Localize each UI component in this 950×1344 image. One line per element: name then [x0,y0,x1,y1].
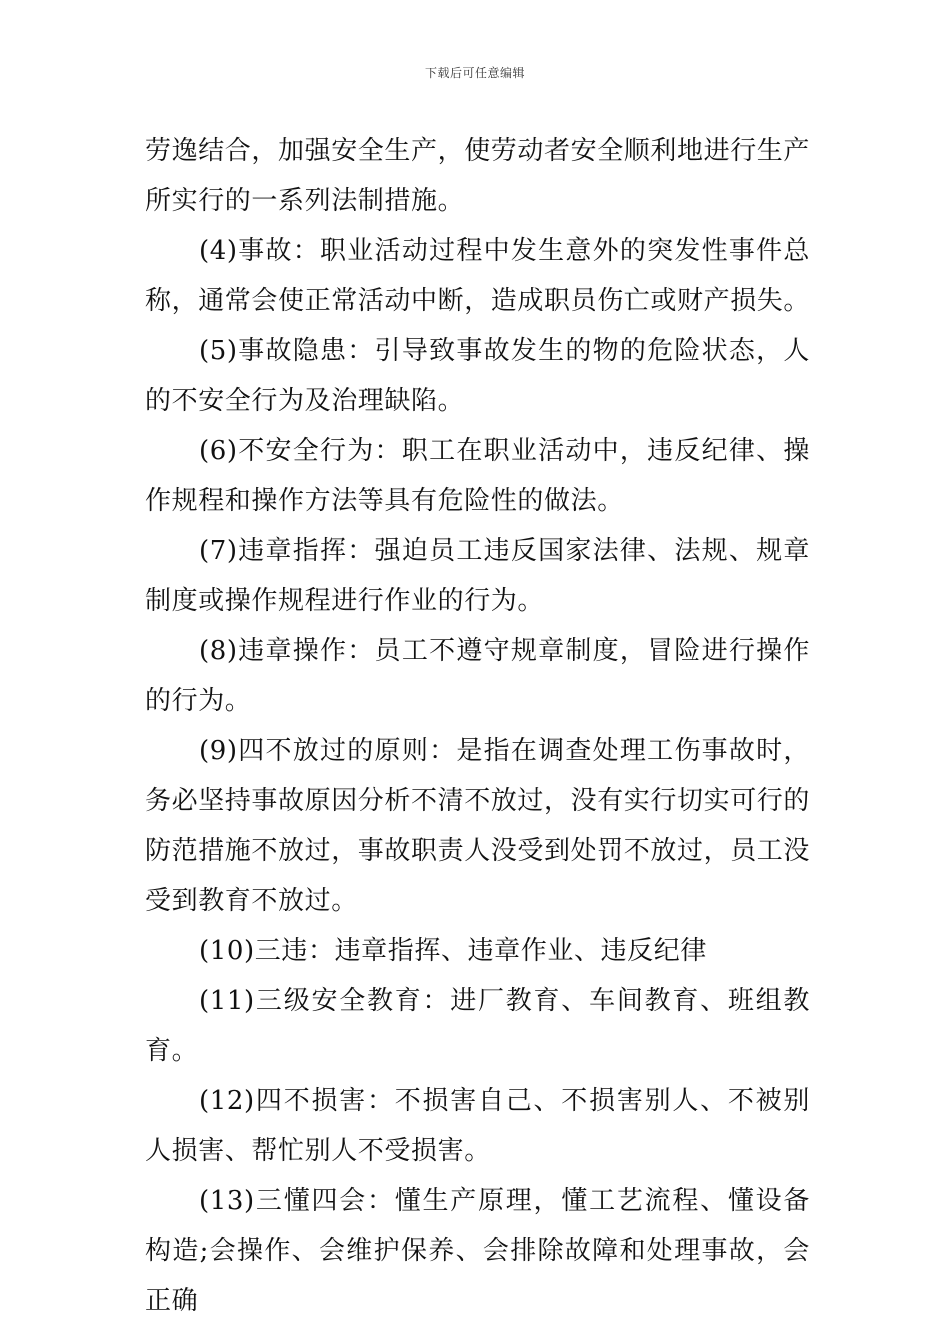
paragraph-5-hazard: (5)事故隐患：引导致事故发生的物的危险状态，人的不安全行为及治理缺陷。 [145,336,810,416]
paragraph-10-three-violations: (10)三违：违章指挥、违章作业、违反纪律 [199,936,707,966]
paragraph-4-accident: (4)事故：职业活动过程中发生意外的突发性事件总称，通常会使正常活动中断，造成职员伤亡或财产损失。 [145,236,811,316]
paragraph-12-four-no-harm: (12)四不损害：不损害自己、不损害别人、不被别人损害、帮忙别人不受损害。 [145,1086,810,1166]
paragraph-8-illegal-operation: (8)违章操作：员工不遵守规章制度，冒险进行操作的行为。 [145,636,810,716]
paragraph-13-three-four: (13)三懂四会：懂生产原理，懂工艺流程、懂设备构造;会操作、会维护保养、会排除故障和处理事故，会正确 [145,1186,810,1316]
paragraph-6-unsafe-behavior: (6)不安全行为：职工在职业活动中，违反纪律、操作规程和操作方法等具有危险性的做法。 [145,436,810,516]
paragraph-11-safety-education: (11)三级安全教育：进厂教育、车间教育、班组教育。 [145,986,810,1066]
document-body [145,126,810,1326]
paragraph-9-four-principles: (9)四不放过的原则：是指在调查处理工伤事故时，务必坚持事故原因分析不清不放过，没有实行切实可行的防范措施不放过，事故职责人没受到处罚不放过，员工没受到教育不放过。 [145,736,811,916]
page-header: 下载后可任意编辑 [424,66,525,80]
paragraph-continuation: 劳逸结合，加强安全生产，使劳动者安全顺利地进行生产所实行的一系列法制措施。 [145,136,811,216]
paragraph-7-illegal-command: (7)违章指挥：强迫员工违反国家法律、法规、规章制度或操作规程进行作业的行为。 [145,536,810,616]
